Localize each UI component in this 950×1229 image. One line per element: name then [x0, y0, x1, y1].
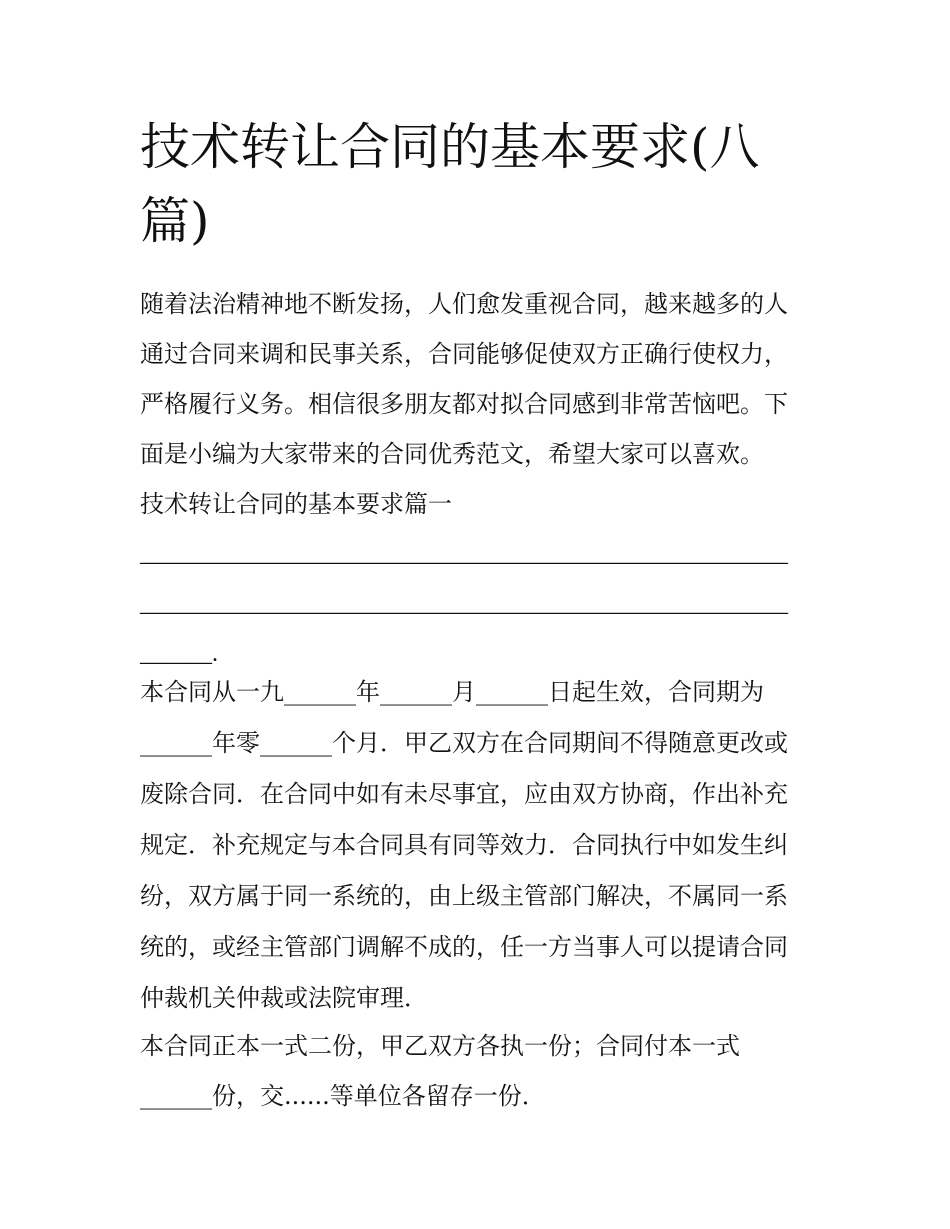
blank-line: ______________________________________________________	[140, 591, 788, 617]
intro-line: 面是小编为大家带来的合同优秀范文，希望大家可以喜欢。	[140, 440, 764, 468]
body-line: 统的，或经主管部门调解不成的，任一方当事人可以提请合同	[140, 933, 788, 961]
intro-paragraph	[140, 279, 840, 479]
blank-line: ______________________________________________________	[140, 541, 788, 567]
intro-line: 严格履行义务。相信很多朋友都对拟合同感到非常苦恼吧。下	[140, 390, 788, 418]
blank-line: ______.	[140, 641, 218, 667]
copies-line: ______份，交......等单位各留存一份．	[140, 1082, 546, 1110]
blank-fill-lines	[140, 529, 840, 679]
body-line: 本合同从一九______年______月______日起生效，合同期为	[140, 678, 764, 706]
body-line: ______年零______个月．甲乙双方在合同期间不得随意更改或	[140, 729, 788, 757]
copies-paragraph	[140, 1021, 840, 1121]
body-line: 仲裁机关仲裁或法院审理．	[140, 984, 428, 1012]
title-line: 篇)	[140, 192, 210, 250]
copies-line: 本合同正本一式二份，甲乙双方各执一份；合同付本一式	[140, 1032, 740, 1060]
section-heading: 技术转让合同的基本要求篇一	[140, 490, 452, 518]
document-title	[140, 110, 820, 258]
body-line: 纷，双方属于同一系统的，由上级主管部门解决，不属同一系	[140, 882, 788, 910]
title-line: 技术转让合同的基本要求(八	[140, 118, 760, 176]
intro-line: 随着法治精神地不断发扬，人们愈发重视合同，越来越多的人	[140, 290, 788, 318]
body-line: 规定．补充规定与本合同具有同等效力．合同执行中如发生纠	[140, 831, 788, 859]
body-line: 废除合同．在合同中如有未尽事宜，应由双方协商，作出补充	[140, 780, 788, 808]
effective-period-paragraph	[140, 667, 840, 1024]
intro-line: 通过合同来调和民事关系，合同能够促使双方正确行使权力，	[140, 340, 788, 368]
